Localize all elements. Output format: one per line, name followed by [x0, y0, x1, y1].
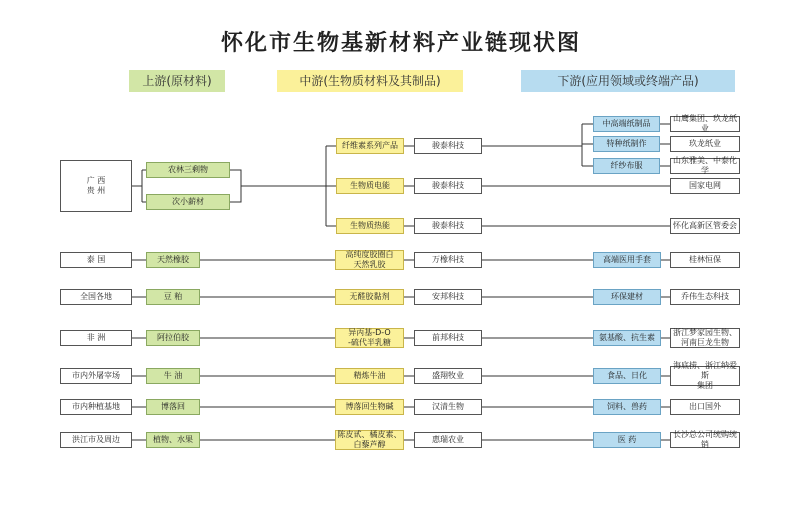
end-jiulong: 玖龙纸业: [670, 136, 740, 152]
company-anbang: 安邦科技: [414, 289, 482, 305]
end-guilin: 桂林恒保: [670, 252, 740, 268]
mid-adhesive: 无醛胶黏剂: [335, 289, 404, 305]
raw-rubber: 天然橡胶: [146, 252, 200, 268]
company-hanqing: 汉清生物: [414, 399, 482, 415]
down-special-paper: 特种纸制作: [593, 136, 660, 152]
end-shanying: 山鹰集团、玖龙纸业: [670, 116, 740, 132]
mid-biomass-power: 生物质电能: [336, 178, 404, 194]
down-amino: 氨基酸、抗生素: [593, 330, 661, 346]
end-export: 出口国外: [670, 399, 740, 415]
source-guangxi-guizhou: 广 西 贵 州: [60, 160, 132, 212]
raw-arabic: 阿拉伯胶: [146, 330, 200, 346]
source-slaughter: 市内外屠宰场: [60, 368, 132, 384]
mid-bolu: 博落回生物碱: [335, 399, 404, 415]
source-national: 全国各地: [60, 289, 132, 305]
source-thailand: 泰 国: [60, 252, 132, 268]
end-qiaowei: 乔伟生态科技: [670, 289, 740, 305]
company-junnan-2: 骏泰科技: [414, 178, 482, 194]
page-title: 怀化市生物基新材料产业链现状图: [220, 30, 581, 56]
end-grid: 国家电网: [670, 178, 740, 194]
down-building: 环保建材: [593, 289, 661, 305]
company-junnan-1: 骏泰科技: [414, 138, 482, 154]
down-food: 食品、日化: [593, 368, 661, 384]
end-huaihua-zone: 怀化高新区管委会: [670, 218, 740, 234]
down-medicine: 医 药: [593, 432, 661, 448]
upstream-header: 上游(原材料): [129, 70, 225, 92]
source-africa: 非 洲: [60, 330, 132, 346]
raw-forestry: 农林三剩物: [146, 162, 230, 178]
mid-galactose: 异丙基-D-O -硫代半乳糖: [335, 328, 404, 348]
mid-biomass-heat: 生物质热能: [336, 218, 404, 234]
source-hongjiang: 洪江市及周边: [60, 432, 132, 448]
raw-small-wood: 次小薪材: [146, 194, 230, 210]
company-shengxiang: 盛翔牧业: [414, 368, 482, 384]
raw-plant: 植物、水果: [146, 432, 200, 448]
company-huirui: 惠瑞农业: [414, 432, 482, 448]
end-changsha: 长沙总公司统购统销: [670, 432, 740, 448]
midstream-header: 中游(生物质材料及其制品): [277, 70, 463, 92]
mid-tallow: 精炼牛油: [335, 368, 404, 384]
down-paper: 中高端纸制品: [593, 116, 660, 132]
raw-bolu: 博落回: [146, 399, 200, 415]
mid-rubber: 高纯度胶圈白 天然乳胶: [335, 250, 404, 270]
end-zhejiang: 浙江梦家园生物、 河南巨龙生物: [670, 328, 740, 348]
downstream-header: 下游(应用领域或终端产品): [521, 70, 735, 92]
end-haidilao: 海底捞、浙江纳爱斯 集团: [670, 366, 740, 386]
down-gloves: 高端医用手套: [593, 252, 661, 268]
mid-cellulose: 纤维素系列产品: [336, 138, 404, 154]
end-shandong: 山东雅美、中泰化学: [670, 158, 740, 174]
mid-chenpi: 陈皮甙、橘皮素、 白藜芦醇: [335, 430, 404, 450]
down-feed: 饲料、兽药: [593, 399, 661, 415]
raw-tallow: 牛 油: [146, 368, 200, 384]
company-qianbang: 前邦科技: [414, 330, 482, 346]
company-junnan-3: 骏泰科技: [414, 218, 482, 234]
down-fiber: 纤纱布服: [593, 158, 660, 174]
raw-bean: 豆 粕: [146, 289, 200, 305]
source-plantation: 市内种植基地: [60, 399, 132, 415]
company-wanxiang: 万橡科技: [414, 252, 482, 268]
